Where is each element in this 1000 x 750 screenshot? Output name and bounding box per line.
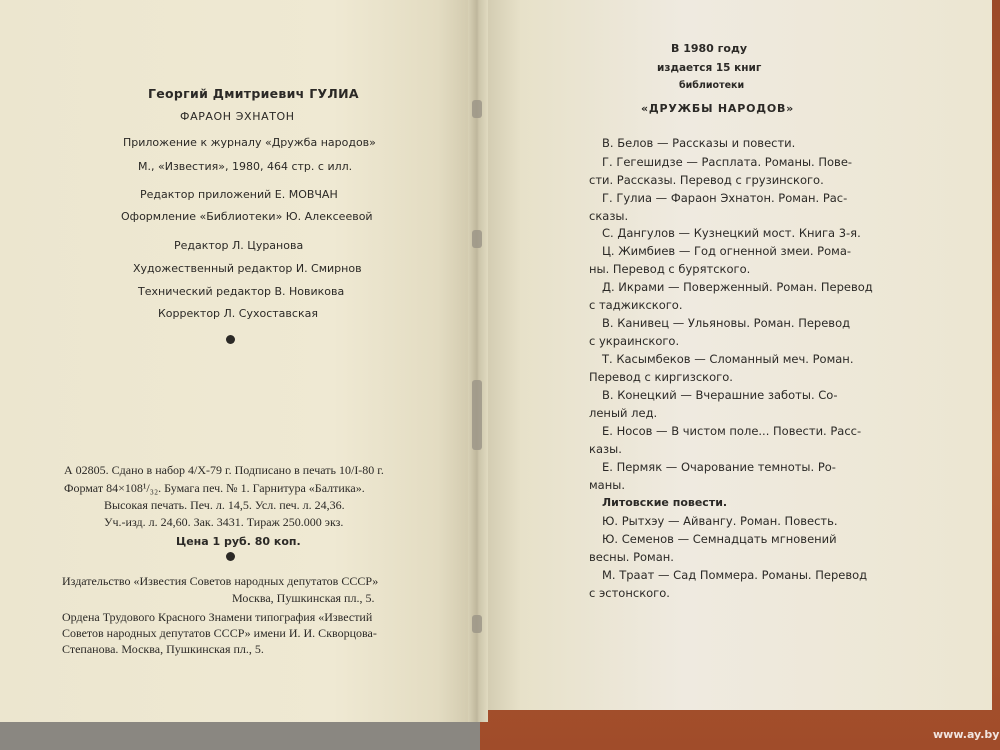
book-list-line: маны. <box>589 478 625 492</box>
book-list-line: Ю. Рытхэу — Айвангу. Роман. Повесть. <box>602 514 838 528</box>
book-list-line: М. Траат — Сад Поммера. Романы. Перевод <box>602 568 868 582</box>
publisher-line: М., «Известия», 1980, 464 стр. с илл. <box>138 160 353 173</box>
book-list-line: Д. Икрами — Поверженный. Роман. Перевод <box>602 280 873 294</box>
proofreader-line: Корректор Л. Сухоставская <box>158 307 318 320</box>
ornament-dot <box>226 335 235 344</box>
book-list-line: С. Дангулов — Кузнецкий мост. Книга 3-я. <box>602 226 861 240</box>
book-list-line: с эстонского. <box>589 586 670 600</box>
book-list-line: Ю. Семенов — Семнадцать мгновений <box>602 532 837 546</box>
book-list-line: леный лед. <box>589 406 658 420</box>
book-list-line: казы. <box>589 442 622 456</box>
book-list-line: Т. Касымбеков — Сломанный меч. Роман. <box>602 352 854 366</box>
printer-block-line: Ордена Трудового Красного Знамени типография «Известий <box>62 610 373 624</box>
publisher-block-line: Издательство «Известия Советов народных депутатов СССР» <box>62 574 379 588</box>
ornament-dot <box>226 552 235 561</box>
supplement-line: Приложение к журналу «Дружба народов» <box>123 136 376 149</box>
binding-thread <box>472 100 482 118</box>
publisher-block-line: Москва, Пушкинская пл., 5. <box>232 591 375 605</box>
editor-line: Редактор Л. Цуранова <box>174 239 304 252</box>
book-list-line: Литовские повести. <box>602 496 728 509</box>
binding-thread <box>472 615 482 633</box>
book-list-line: Г. Гулиа — Фараон Эхнатон. Роман. Рас- <box>602 191 848 205</box>
series-title: «ДРУЖБЫ НАРОДОВ» <box>641 102 795 115</box>
book-list-line: ны. Перевод с бурятского. <box>589 262 751 276</box>
imprint-line: Высокая печать. Печ. л. 14,5. Усл. печ. л. 24,36. <box>104 498 345 512</box>
printer-block-line: Степанова. Москва, Пушкинская пл., 5. <box>62 642 264 656</box>
book-list-line: с украинского. <box>589 334 680 348</box>
series-header-line: библиотеки <box>679 80 745 91</box>
book-list-line: В. Белов — Рассказы и повести. <box>602 136 796 150</box>
book-list-line: сти. Рассказы. Перевод с грузинского. <box>589 173 824 187</box>
book-list-line: сказы. <box>589 209 629 223</box>
price-line: Цена 1 руб. 80 коп. <box>176 535 301 548</box>
printer-block-line: Советов народных депутатов СССР» имени И. И. Скворцова- <box>62 626 377 640</box>
book-list-line: Е. Носов — В чистом поле... Повести. Расс- <box>602 424 862 438</box>
tech-editor-line: Технический редактор В. Новикова <box>138 285 345 298</box>
book-list-line: В. Конецкий — Вчерашние заботы. Со- <box>602 388 838 402</box>
author-name: Георгий Дмитриевич ГУЛИА <box>148 86 359 101</box>
binding-thread <box>472 230 482 248</box>
art-editor-line: Художественный редактор И. Смирнов <box>133 262 362 275</box>
binding-thread <box>472 380 482 450</box>
imprint-line: Уч.-изд. л. 24,60. Зак. 3431. Тираж 250.000 экз. <box>104 515 344 529</box>
editor-supplements: Редактор приложений Е. МОВЧАН <box>140 188 338 201</box>
series-header-line: издается 15 книг <box>657 62 762 74</box>
book-list-line: весны. Роман. <box>589 550 674 564</box>
book-list-line: В. Канивец — Ульяновы. Роман. Перевод <box>602 316 851 330</box>
book-list-line: Г. Гегешидзе — Расплата. Романы. Пове- <box>602 155 853 169</box>
design-line: Оформление «Библиотеки» Ю. Алексеевой <box>121 210 373 223</box>
series-header-line: В 1980 году <box>671 42 748 55</box>
book-list-line: с таджикского. <box>589 298 683 312</box>
book-list-line: Ц. Жимбиев — Год огненной змеи. Рома- <box>602 244 852 258</box>
book-list-line: Перевод с киргизского. <box>589 370 733 384</box>
book-title: ФАРАОН ЭХНАТОН <box>180 110 295 123</box>
watermark: www.ay.by <box>933 728 1000 741</box>
book-list-line: Е. Пермяк — Очарование темноты. Ро- <box>602 460 836 474</box>
imprint-line: Формат 84×108¹/₃₂. Бумага печ. № 1. Гарнитура «Балтика». <box>64 481 365 495</box>
imprint-line: А 02805. Сдано в набор 4/X-79 г. Подписано в печать 10/I-80 г. <box>64 463 384 477</box>
